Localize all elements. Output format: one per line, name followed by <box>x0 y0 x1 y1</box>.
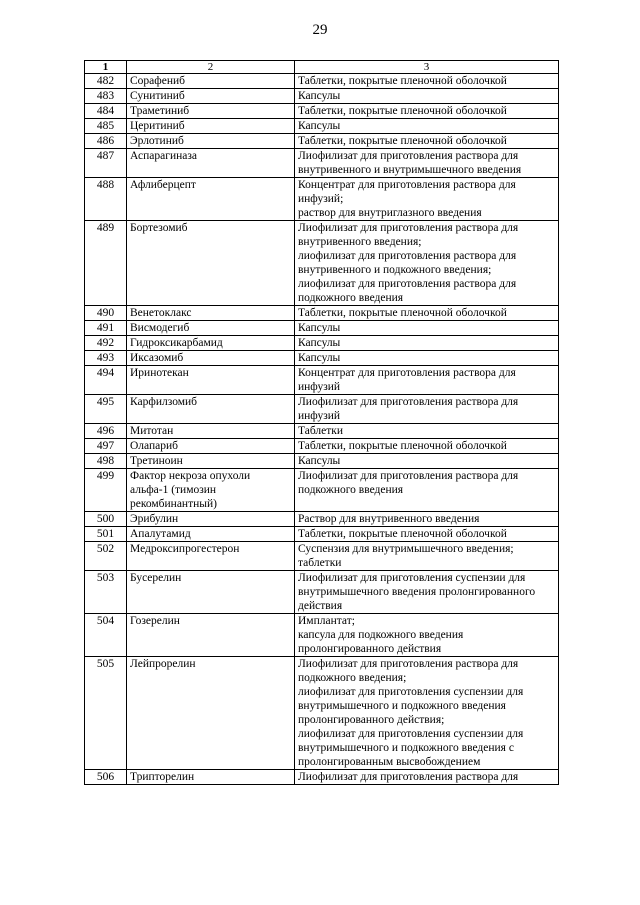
dosage-form-line: Суспензия для внутримышечного введения; <box>298 543 514 555</box>
dosage-form <box>295 527 559 542</box>
dosage-form <box>295 178 559 221</box>
dosage-form-line: пролонгированным высвобождением <box>298 756 481 768</box>
table-row <box>85 89 559 104</box>
dosage-form-line: лиофилизат для приготовления раствора для <box>298 278 517 290</box>
table-header-row <box>85 61 559 74</box>
dosage-form-line: подкожного введения <box>298 484 404 496</box>
table-row <box>85 321 559 336</box>
dosage-form <box>295 104 559 119</box>
dosage-form <box>295 424 559 439</box>
drug-name: Митотан <box>127 424 295 439</box>
drug-name: Эрлотиниб <box>127 134 295 149</box>
dosage-form-line: Таблетки, покрытые пленочной оболочкой <box>298 528 507 540</box>
row-number: 498 <box>85 454 127 469</box>
dosage-form <box>295 366 559 395</box>
dosage-form-line: действия <box>298 600 343 612</box>
row-number: 494 <box>85 366 127 395</box>
dosage-form-line: инфузий <box>298 381 341 393</box>
row-number: 492 <box>85 336 127 351</box>
dosage-form-line: Таблетки, покрытые пленочной оболочкой <box>298 307 507 319</box>
drug-name: Аспарагиназа <box>127 149 295 178</box>
dosage-form <box>295 306 559 321</box>
table-row <box>85 454 559 469</box>
dosage-form-line: пролонгированного действия <box>298 643 442 655</box>
dosage-form <box>295 469 559 512</box>
table-row <box>85 395 559 424</box>
row-number: 503 <box>85 571 127 614</box>
row-number: 497 <box>85 439 127 454</box>
drug-name: Медроксипрогестерон <box>127 542 295 571</box>
dosage-form <box>295 770 559 785</box>
drug-name: Церитиниб <box>127 119 295 134</box>
row-number: 484 <box>85 104 127 119</box>
dosage-form-line: таблетки <box>298 557 342 569</box>
drug-name: Сунитиниб <box>127 89 295 104</box>
dosage-form-line: Лиофилизат для приготовления раствора для <box>298 470 519 482</box>
drug-name: Венетоклакс <box>127 306 295 321</box>
table-body <box>85 74 559 785</box>
dosage-form-line: Концентрат для приготовления раствора для <box>298 179 516 191</box>
row-number: 496 <box>85 424 127 439</box>
dosage-form <box>295 614 559 657</box>
dosage-form <box>295 512 559 527</box>
column-header-2: 2 <box>127 61 295 74</box>
table-row <box>85 657 559 770</box>
dosage-form-line: Капсулы <box>298 337 341 349</box>
dosage-form-line: Лиофилизат для приготовления раствора для <box>298 150 519 162</box>
dosage-form <box>295 439 559 454</box>
drug-name: Карфилзомиб <box>127 395 295 424</box>
dosage-form-line: лиофилизат для приготовления раствора для <box>298 250 517 262</box>
row-number: 489 <box>85 221 127 306</box>
table-row <box>85 351 559 366</box>
drug-name: Олапариб <box>127 439 295 454</box>
dosage-form <box>295 149 559 178</box>
row-number: 487 <box>85 149 127 178</box>
row-number: 485 <box>85 119 127 134</box>
table-row <box>85 336 559 351</box>
table-row <box>85 149 559 178</box>
dosage-form-line: пролонгированного действия; <box>298 714 445 726</box>
table-row <box>85 306 559 321</box>
drug-name: Бортезомиб <box>127 221 295 306</box>
dosage-form-line: внутримышечного введения пролонгированного <box>298 586 536 598</box>
dosage-form-line: подкожного введения <box>298 292 404 304</box>
dosage-form <box>295 221 559 306</box>
table-row <box>85 104 559 119</box>
dosage-form <box>295 657 559 770</box>
dosage-form <box>295 336 559 351</box>
drug-name: Траметиниб <box>127 104 295 119</box>
drug-name: Афлиберцепт <box>127 178 295 221</box>
dosage-form-line: Таблетки, покрытые пленочной оболочкой <box>298 135 507 147</box>
drug-name: Иринотекан <box>127 366 295 395</box>
row-number: 491 <box>85 321 127 336</box>
dosage-form-line: Таблетки, покрытые пленочной оболочкой <box>298 440 507 452</box>
table-row <box>85 614 559 657</box>
dosage-form-line: внутривенного введения; <box>298 236 422 248</box>
column-header-1: 1 <box>85 61 127 74</box>
table-row <box>85 178 559 221</box>
dosage-form-line: раствор для внутриглазного введения <box>298 207 482 219</box>
drug-name: Третиноин <box>127 454 295 469</box>
drug-name: Бусерелин <box>127 571 295 614</box>
dosage-form <box>295 351 559 366</box>
dosage-form-line: Лиофилизат для приготовления раствора для <box>298 222 519 234</box>
drug-name: Иксазомиб <box>127 351 295 366</box>
dosage-form <box>295 542 559 571</box>
dosage-form-line: лиофилизат для приготовления суспензии для <box>298 686 524 698</box>
row-number: 488 <box>85 178 127 221</box>
row-number: 482 <box>85 74 127 89</box>
drug-name: Эрибулин <box>127 512 295 527</box>
table-row <box>85 424 559 439</box>
dosage-form-line: Капсулы <box>298 455 341 467</box>
dosage-form-line: Капсулы <box>298 90 341 102</box>
table-row <box>85 439 559 454</box>
dosage-form-line: подкожного введения; <box>298 672 407 684</box>
dosage-form-line: Капсулы <box>298 322 341 334</box>
row-number: 501 <box>85 527 127 542</box>
dosage-form-line: капсула для подкожного введения <box>298 629 464 641</box>
drug-name: Гозерелин <box>127 614 295 657</box>
row-number: 500 <box>85 512 127 527</box>
row-number: 493 <box>85 351 127 366</box>
row-number: 495 <box>85 395 127 424</box>
row-number: 502 <box>85 542 127 571</box>
row-number: 490 <box>85 306 127 321</box>
row-number: 506 <box>85 770 127 785</box>
dosage-form-line: Имплантат; <box>298 615 355 627</box>
dosage-form-line: Концентрат для приготовления раствора для <box>298 367 516 379</box>
table-row <box>85 119 559 134</box>
table-row <box>85 366 559 395</box>
table-row <box>85 469 559 512</box>
dosage-form-line: внутримышечного и подкожного введения <box>298 700 506 712</box>
table-row <box>85 770 559 785</box>
table-row <box>85 571 559 614</box>
drug-name: Трипторелин <box>127 770 295 785</box>
table-row <box>85 221 559 306</box>
dosage-form-line: Таблетки, покрытые пленочной оболочкой <box>298 75 507 87</box>
row-number: 483 <box>85 89 127 104</box>
row-number: 486 <box>85 134 127 149</box>
table-row <box>85 74 559 89</box>
row-number: 499 <box>85 469 127 512</box>
dosage-form <box>295 134 559 149</box>
dosage-form-line: Лиофилизат для приготовления раствора для <box>298 771 519 783</box>
drug-name: Лейпрорелин <box>127 657 295 770</box>
drug-name: Гидроксикарбамид <box>127 336 295 351</box>
dosage-form <box>295 89 559 104</box>
dosage-form <box>295 119 559 134</box>
table-row <box>85 134 559 149</box>
dosage-form-line: внутривенного и подкожного введения; <box>298 264 492 276</box>
row-number: 505 <box>85 657 127 770</box>
table-row <box>85 542 559 571</box>
dosage-form-line: инфузий <box>298 410 341 422</box>
dosage-form-line: Капсулы <box>298 120 341 132</box>
dosage-form-line: Лиофилизат для приготовления раствора для <box>298 396 519 408</box>
dosage-form-line: лиофилизат для приготовления суспензии для <box>298 728 524 740</box>
dosage-form-line: Лиофилизат для приготовления раствора для <box>298 658 519 670</box>
dosage-form-line: внутримышечного и подкожного введения с <box>298 742 514 754</box>
drug-name: Апалутамид <box>127 527 295 542</box>
dosage-form-line: Таблетки <box>298 425 344 437</box>
dosage-form-line: Лиофилизат для приготовления суспензии для <box>298 572 526 584</box>
dosage-form-line: Раствор для внутривенного введения <box>298 513 480 525</box>
drug-name: Сорафениб <box>127 74 295 89</box>
column-header-3: 3 <box>295 61 559 74</box>
row-number: 504 <box>85 614 127 657</box>
dosage-form <box>295 395 559 424</box>
drug-name: Фактор некроза опухоли альфа-1 (тимозин рекомбинантный) <box>127 469 295 512</box>
drug-name: Висмодегиб <box>127 321 295 336</box>
drug-table <box>84 60 559 785</box>
dosage-form-line: Капсулы <box>298 352 341 364</box>
page-number: 29 <box>312 22 328 38</box>
dosage-form <box>295 74 559 89</box>
table-row <box>85 527 559 542</box>
dosage-form <box>295 321 559 336</box>
dosage-form-line: Таблетки, покрытые пленочной оболочкой <box>298 105 507 117</box>
dosage-form-line: внутривенного и внутримышечного введения <box>298 164 522 176</box>
dosage-form-line: инфузий; <box>298 193 344 205</box>
dosage-form <box>295 454 559 469</box>
dosage-form <box>295 571 559 614</box>
table-row <box>85 512 559 527</box>
